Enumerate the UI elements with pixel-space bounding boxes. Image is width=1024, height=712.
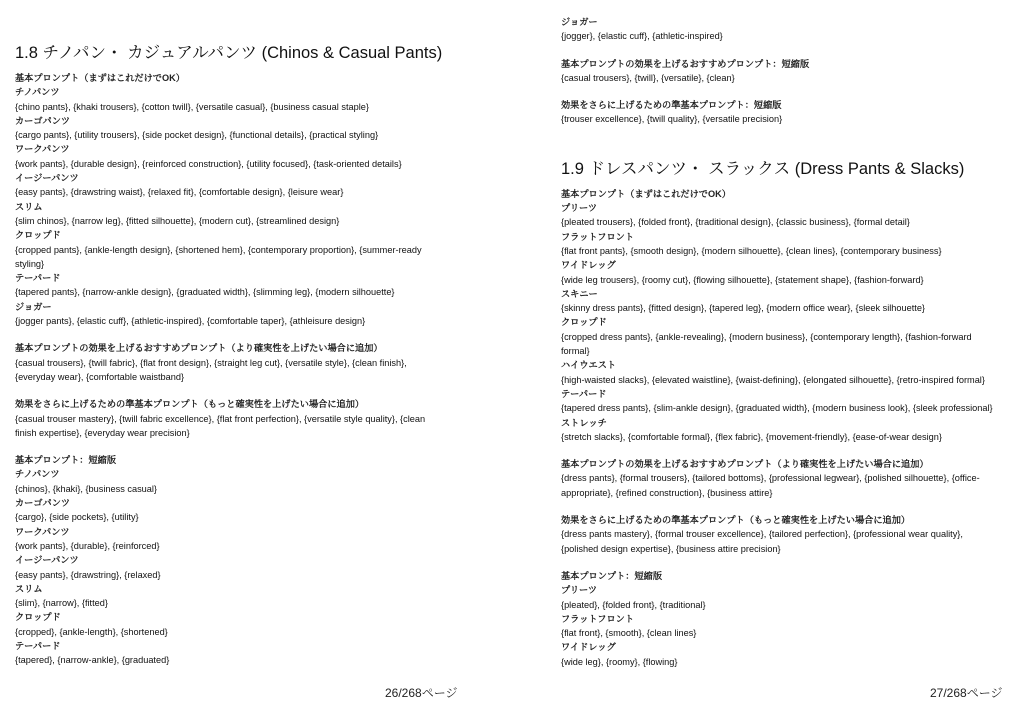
- style-label: ハイウエスト: [561, 360, 617, 371]
- prompt-block: [561, 513, 993, 556]
- style-label: テーパード: [561, 388, 607, 399]
- style-label: クロップド: [15, 612, 61, 623]
- prompt-keywords: {work pants}, {durable design}, {reinforced construction}, {utility focused}, {task-oriented details}: [15, 158, 402, 169]
- prompt-keywords: {skinny dress pants}, {fitted design}, {tapered leg}, {modern office wear}, {sleek silhouette}: [561, 303, 926, 314]
- prompt-block-title: 基本プロンプトの効果を上げるおすすめプロンプト（より確実性を上げたい場合に追加）: [561, 459, 929, 470]
- prompt-block-title: 効果をさらに上げるための準基本プロンプト（もっと確実性を上げたい場合に追加）: [15, 399, 365, 410]
- prompt-keywords: {cargo pants}, {utility trousers}, {side pocket design}, {functional details}, {practical styling}: [15, 130, 379, 141]
- prompt-keywords: {cropped}, {ankle-length}, {shortened}: [15, 626, 168, 637]
- style-label: ワイドレッグ: [561, 260, 616, 271]
- prompt-keywords: {wide leg}, {roomy}, {flowing}: [561, 656, 678, 667]
- prompt-keywords: {flat front pants}, {smooth design}, {modern silhouette}, {clean lines}, {contemporary business}: [561, 245, 942, 256]
- prompt-keywords: {slim chinos}, {narrow leg}, {fitted silhouette}, {modern cut}, {streamlined design}: [15, 215, 340, 226]
- style-label: カーゴパンツ: [15, 498, 71, 509]
- style-label: クロップド: [15, 230, 61, 241]
- style-label: テーパード: [15, 273, 61, 284]
- page-number: 26/268ページ: [385, 686, 458, 700]
- prompt-keywords: {tapered dress pants}, {slim-ankle design}, {graduated width}, {modern business look}, {sleek professional}: [561, 403, 993, 414]
- prompt-keywords: {slim}, {narrow}, {fitted}: [15, 598, 108, 609]
- prompt-keywords: {flat front}, {smooth}, {clean lines}: [561, 628, 697, 639]
- prompt-block: [561, 457, 993, 500]
- prompt-block-title: 基本プロンプトの効果を上げるおすすめプロンプト：短縮版: [561, 58, 810, 69]
- prompt-block-title: 効果をさらに上げるための準基本プロンプト（もっと確実性を上げたい場合に追加）: [561, 515, 911, 526]
- prompt-block: [15, 341, 447, 384]
- prompt-block: [561, 98, 993, 127]
- prompt-keywords: {jogger pants}, {elastic cuff}, {athletic-inspired}, {comfortable taper}, {athleisure design}: [15, 316, 366, 327]
- section-heading: 1.8 チノパン・ カジュアルパンツ (Chinos & Casual Pants): [15, 44, 443, 62]
- style-label: ワークパンツ: [15, 144, 70, 155]
- prompt-keywords: {work pants}, {durable}, {reinforced}: [15, 540, 160, 551]
- style-label: プリーツ: [561, 203, 598, 214]
- prompt-block-title: 基本プロンプト：短縮版: [561, 570, 663, 581]
- prompt-block: [561, 57, 993, 86]
- prompt-block-title: 基本プロンプト（まずはこれだけでOK）: [15, 73, 185, 83]
- prompt-keywords: {chinos}, {khaki}, {business casual}: [15, 483, 157, 494]
- prompt-block: [561, 15, 993, 44]
- page-number: 27/268ページ: [930, 686, 1003, 700]
- prompt-keywords: {casual trouser mastery}, {twill fabric excellence}, {flat front perfection}, {versatile style quality}, {clean finish expertise}, {everyday wear precision}: [15, 413, 426, 438]
- page-content: [15, 42, 447, 681]
- prompt-keywords: {wide leg trousers}, {roomy cut}, {flowing silhouette}, {statement shape}, {fashion-forward}: [561, 274, 924, 285]
- style-label: カーゴパンツ: [15, 115, 71, 126]
- prompt-keywords: {easy pants}, {drawstring waist}, {relaxed fit}, {comfortable design}, {leisure wear}: [15, 187, 344, 198]
- style-label: フラットフロント: [561, 231, 635, 242]
- prompt-keywords: {tapered}, {narrow-ankle}, {graduated}: [15, 655, 170, 666]
- style-label: プリーツ: [561, 585, 598, 596]
- prompt-keywords: {jogger}, {elastic cuff}, {athletic-inspired}: [561, 31, 723, 42]
- style-label: テーパード: [15, 640, 61, 651]
- prompt-keywords: {dress pants mastery}, {formal trouser excellence}, {tailored perfection}, {professional wear quality}, {polished design expertise}, {business attire precision}: [561, 529, 963, 554]
- prompt-block-title: 基本プロンプト（まずはこれだけでOK）: [561, 188, 731, 199]
- style-label: イージーパンツ: [15, 173, 79, 184]
- style-label: イージーパンツ: [15, 555, 79, 566]
- style-label: ジョガー: [561, 17, 598, 27]
- prompt-keywords: {pleated trousers}, {folded front}, {traditional design}, {classic business}, {formal detail}: [561, 217, 910, 228]
- prompt-block: [15, 453, 447, 667]
- style-label: スリム: [15, 201, 43, 212]
- prompt-keywords: {stretch slacks}, {comfortable formal}, {flex fabric}, {movement-friendly}, {ease-of-wear design}: [561, 431, 942, 442]
- style-label: ジョガー: [15, 301, 52, 312]
- style-label: ワイドレッグ: [561, 642, 616, 653]
- prompt-block-title: 基本プロンプトの効果を上げるおすすめプロンプト（より確実性を上げたい場合に追加）: [15, 343, 383, 354]
- prompt-keywords: {cropped dress pants}, {ankle-revealing}, {modern business}, {contemporary length}, {fashion-forward formal}: [561, 331, 972, 357]
- section-heading: 1.9 ドレスパンツ・ スラックス (Dress Pants & Slacks): [561, 159, 965, 178]
- style-label: フラットフロント: [561, 613, 635, 624]
- style-label: チノパンツ: [15, 469, 60, 480]
- prompt-block-title: 効果をさらに上げるための準基本プロンプト：短縮版: [561, 100, 782, 111]
- prompt-keywords: {casual trousers}, {twill}, {versatile}, {clean}: [561, 72, 735, 83]
- prompt-block: [561, 187, 993, 444]
- prompt-keywords: {easy pants}, {drawstring}, {relaxed}: [15, 569, 161, 580]
- prompt-block-title: 基本プロンプト：短縮版: [15, 455, 117, 466]
- prompt-keywords: {dress pants}, {formal trousers}, {tailored bottoms}, {professional legwear}, {polished silhouette}, {office-appropriate}, {refined construction}, {business attire}: [561, 473, 980, 498]
- style-label: ワークパンツ: [15, 526, 70, 537]
- prompt-block: [561, 569, 993, 669]
- style-label: スキニー: [561, 288, 598, 299]
- style-label: チノパンツ: [15, 87, 60, 98]
- style-label: ストレッチ: [561, 417, 607, 428]
- prompt-keywords: {high-waisted slacks}, {elevated waistline}, {waist-defining}, {elongated silhouette}, {retro-inspired formal}: [561, 374, 985, 385]
- prompt-block: [15, 71, 447, 328]
- prompt-keywords: {chino pants}, {khaki trousers}, {cotton twill}, {versatile casual}, {business casual staple}: [15, 101, 369, 112]
- prompt-keywords: {tapered pants}, {narrow-ankle design}, {graduated width}, {slimming leg}, {modern silhouette}: [15, 287, 395, 298]
- prompt-keywords: {cargo}, {side pockets}, {utility}: [15, 512, 139, 523]
- style-label: クロップド: [561, 317, 607, 328]
- page-content: [561, 15, 993, 682]
- prompt-keywords: {pleated}, {folded front}, {traditional}: [561, 599, 706, 610]
- prompt-keywords: {casual trousers}, {twill fabric}, {flat front design}, {straight leg cut}, {versatile style}, {clean finish}, {everyday wear}, {comfortable waistband}: [15, 357, 407, 382]
- style-label: スリム: [15, 583, 43, 594]
- prompt-keywords: {cropped pants}, {ankle-length design}, {shortened hem}, {contemporary proportion}, {summer-ready styling}: [15, 244, 422, 269]
- prompt-block: [15, 397, 447, 440]
- document-page-27: [512, 0, 1024, 712]
- prompt-keywords: {trouser excellence}, {twill quality}, {versatile precision}: [561, 114, 783, 125]
